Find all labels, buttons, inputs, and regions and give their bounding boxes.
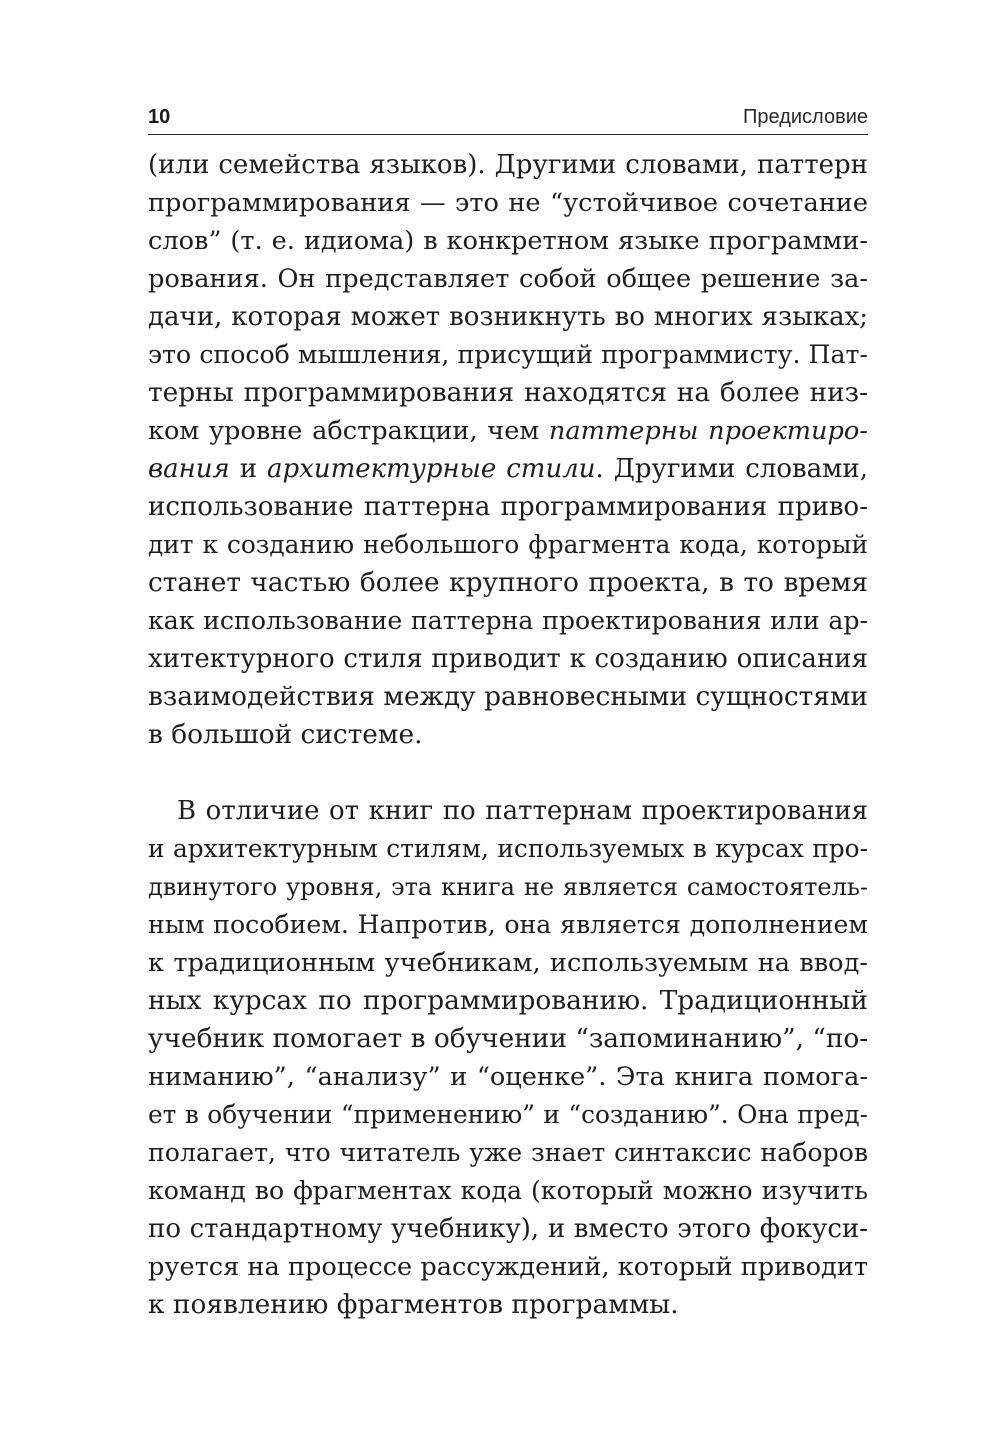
italic-term: архитектурные стили [267,454,596,484]
text-line: терны программирования находятся на более низ- [148,377,868,408]
text-run: ком уровне абстракции, чем [148,416,549,446]
text-line: ных курсах по программированию. Традиционный [148,985,868,1016]
text-line: учебник помогает в обучении “запоминанию”, “по- [148,1023,869,1054]
text-line: слов” (т. е. идиома) в конкретном языке программи- [148,226,868,256]
page-number: 10 [148,106,171,128]
page-header [148,104,868,135]
text-line: ным пособием. Напротив, она является дополнением [148,910,868,939]
paragraph-2 [148,792,868,1324]
text-line: ет в обучении “применению” и “созданию”. Она пред- [148,1100,868,1129]
text-line: руется на процессе рассуждений, который приводит [148,1252,868,1282]
body-text [148,146,868,1324]
text-line: в большой системе. [148,719,423,750]
text-line: команд во фрагментах кода (который можно изучить [148,1176,868,1205]
text-line: полагает, что читатель уже знает синтаксис наборов [148,1138,868,1167]
text-line: двинутого уровня, эта книга не является самостоятель- [148,873,868,901]
running-head: Предисловие [743,106,868,128]
text-line: это способ мышления, присущий программисту. Пат- [148,340,868,369]
text-line: к появлению фрагментов программы. [148,1289,679,1320]
text-line: использование паттерна программирования приво- [148,492,868,522]
text-line: хитектурного стиля приводит к созданию описания [148,644,868,674]
text-line [148,450,868,488]
text-line: по стандартному учебнику), и вместо этого фокуси- [148,1214,868,1244]
italic-term: вания [148,454,230,484]
text-line: дачи, которая может возникнуть во многих языках; [148,302,868,332]
text-line: ниманию”, “анализу” и “оценке”. Эта книга помога- [148,1062,868,1092]
text-line: взаимодействия между равновесными сущностями [148,681,868,712]
text-line: программирования — это не “устойчивое сочетание [148,188,868,218]
text-run: . Другими словами, [595,454,868,484]
text-line: дит к созданию небольшого фрагмента кода, который [148,530,868,559]
italic-term: паттерны проектиро- [548,416,868,446]
paragraph-gap [148,754,868,792]
text-line [148,412,868,450]
text-run: и [229,454,268,484]
text-line: станет частью более крупного проекта, в то время [148,567,868,598]
text-line: (или семейства языков). Другими словами, паттерн [148,150,868,180]
text-line: рования. Он представляет собой общее решение за- [148,264,868,294]
text-line: к традиционным учебникам, используемым на ввод- [148,948,868,978]
text-line: В отличие от книг по паттернам проектирования [177,796,868,826]
text-line: и архитектурным стилям, используемых в курсах про- [148,834,868,863]
text-line: как использование паттерна проектирования или ар- [148,606,868,635]
paragraph-1 [148,146,868,754]
